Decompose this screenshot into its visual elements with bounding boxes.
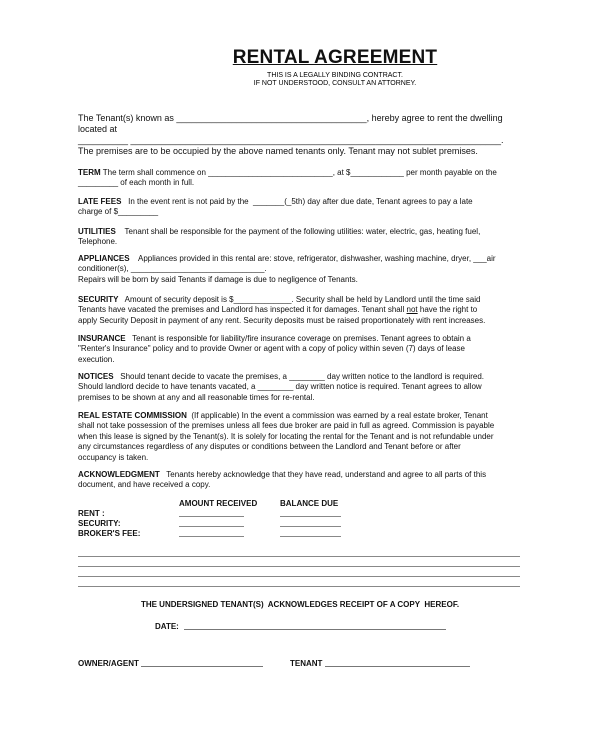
receipt-statement: THE UNDERSIGNED TENANT(S) ACKNOWLEDGES RECEIPT OF A COPY HEREOF.: [140, 600, 460, 609]
payment-row-label: SECURITY:: [78, 519, 121, 528]
clause-line: NOTICES Should tenant decide to vacate the premises, a ________ day written notice to the landlord is required.: [78, 372, 485, 381]
owner-agent-label: OWNER/AGENT: [78, 659, 139, 668]
clause-line: shall not take possession of the premises unless all fees due broker are paid in full as agreed. Commission is payable: [78, 421, 495, 431]
subtitle-line: IF NOT UNDERSTOOD, CONSULT AN ATTORNEY.: [253, 80, 417, 87]
blank-line[interactable]: [78, 576, 520, 577]
clause-line: __________ __________________________________________________________________________.: [78, 135, 504, 145]
clause-line: [78, 305, 528, 315]
clause-acknowledgment: [78, 470, 528, 491]
owner-signature-field[interactable]: [141, 666, 263, 667]
clause-line: execution.: [78, 354, 115, 364]
clause-label: UTILITIES: [78, 227, 116, 236]
clause-appliances: [78, 254, 528, 285]
clause-label: SECURITY: [78, 295, 119, 304]
amount-received-header: AMOUNT RECEIVED: [179, 499, 258, 508]
clause-line: apply Security Deposit in payment of any rent. Security deposits must be raised proportionately with rent increases.: [78, 315, 486, 325]
text-segment: Tenants have vacated the premises and Landlord has inspected it for damages. Tenant shall: [78, 305, 407, 315]
clause-intro: [78, 113, 528, 157]
clause-line: any circumstances regardless of any disputes or conditions between the Landlord and Tenant before or after: [78, 442, 461, 452]
date-label: DATE:: [155, 622, 179, 631]
clause-line: Telephone.: [78, 237, 118, 247]
blank-line[interactable]: [78, 566, 520, 567]
clause-line: ACKNOWLEDGMENT Tenants hereby acknowledge that they have read, understand and agree to all parts of this: [78, 470, 487, 479]
clause-line: The premises are to be occupied by the above named tenants only. Tenant may not sublet premises.: [78, 146, 478, 156]
subtitle-line: THIS IS A LEGALLY BINDING CONTRACT.: [267, 72, 403, 79]
clause-insurance: [78, 334, 528, 365]
clause-security: [78, 295, 528, 326]
text-segment: not: [406, 305, 418, 315]
blank-line[interactable]: [78, 556, 520, 557]
clause-line: when this lease is signed by the Tenant(s). It is solely for locating the rental for the Tenant and is not refundable under: [78, 431, 494, 441]
clause-line: REAL ESTATE COMMISSION (If applicable) In the event a commission was earned by a real estate broker, Tenant: [78, 411, 488, 420]
clause-line: SECURITY Amount of security deposit is $_____________. Security shall be held by Landlord until the time said: [78, 295, 481, 304]
payment-row-label: BROKER'S FEE:: [78, 529, 141, 538]
clause-line: INSURANCE Tenant is responsible for liability/fire insurance coverage on premises. Tenant agrees to obtain a: [78, 334, 471, 343]
clause-line: located at: [78, 124, 118, 134]
amount-received-field[interactable]: [179, 516, 244, 517]
clause-line: APPLIANCES Appliances provided in this rental are: stove, refrigerator, dishwasher, washing machine, dryer, ___air: [78, 254, 496, 263]
clause-label: APPLIANCES: [78, 254, 130, 263]
clause-utilities: [78, 227, 528, 248]
amount-received-field[interactable]: [179, 526, 244, 527]
clause-label: LATE FEES: [78, 197, 122, 206]
clause-line: document, and have received a copy.: [78, 480, 211, 490]
clause-line: The Tenant(s) known as ______________________________________, hereby agree to rent the dwelling: [78, 113, 503, 123]
balance-due-field[interactable]: [280, 516, 341, 517]
clause-label: ACKNOWLEDGMENT: [78, 470, 160, 479]
clause-label: TERM: [78, 168, 101, 177]
balance-due-field[interactable]: [280, 536, 341, 537]
clause-line: conditioner(s), ______________________________.: [78, 264, 267, 274]
clause-label: REAL ESTATE COMMISSION: [78, 411, 187, 420]
clause-line: TERM The term shall commence on ____________________________, at $____________ per month payable on the: [78, 168, 497, 177]
balance-due-field[interactable]: [280, 526, 341, 527]
tenant-signature-field[interactable]: [325, 666, 470, 667]
clause-notices: [78, 372, 528, 403]
clause-line: Repairs will be born by said Tenants if damage is due to negligence of Tenants.: [78, 274, 358, 284]
date-field[interactable]: [184, 629, 446, 630]
clause-label: INSURANCE: [78, 334, 126, 343]
amount-received-field[interactable]: [179, 536, 244, 537]
clause-line: UTILITIES Tenant shall be responsible for the payment of the following utilities: water, electric, gas, heating fuel,: [78, 227, 481, 236]
blank-line[interactable]: [78, 586, 520, 587]
clause-line: "Renter's Insurance" policy and to provide Owner or agent with a copy of policy within seven (7) days of lease: [78, 344, 465, 354]
clause-line: occupancy is taken.: [78, 452, 149, 462]
clause-term: [78, 168, 528, 189]
clause-line: premises to be shown at any and all reasonable times for re-rental.: [78, 392, 315, 402]
payment-row-label: RENT :: [78, 509, 105, 518]
clause-line: LATE FEES In the event rent is not paid by the _______(_5th) day after due date, Tenant agrees to pay a late: [78, 197, 473, 206]
tenant-label: TENANT: [290, 659, 323, 668]
clause-line: Should landlord decide to have tenants vacated, a ________ day written notice is required. Tenant agrees to allow: [78, 382, 482, 392]
clause-late-fees: [78, 197, 528, 218]
clause-line: charge of $_________: [78, 207, 159, 217]
clause-real-estate-commission: [78, 411, 528, 463]
document-title: RENTAL AGREEMENT: [232, 47, 438, 68]
clause-label: NOTICES: [78, 372, 114, 381]
text-segment: have the right to: [417, 305, 478, 315]
clause-line: _________ of each month in full.: [78, 178, 195, 188]
balance-due-header: BALANCE DUE: [280, 499, 339, 508]
